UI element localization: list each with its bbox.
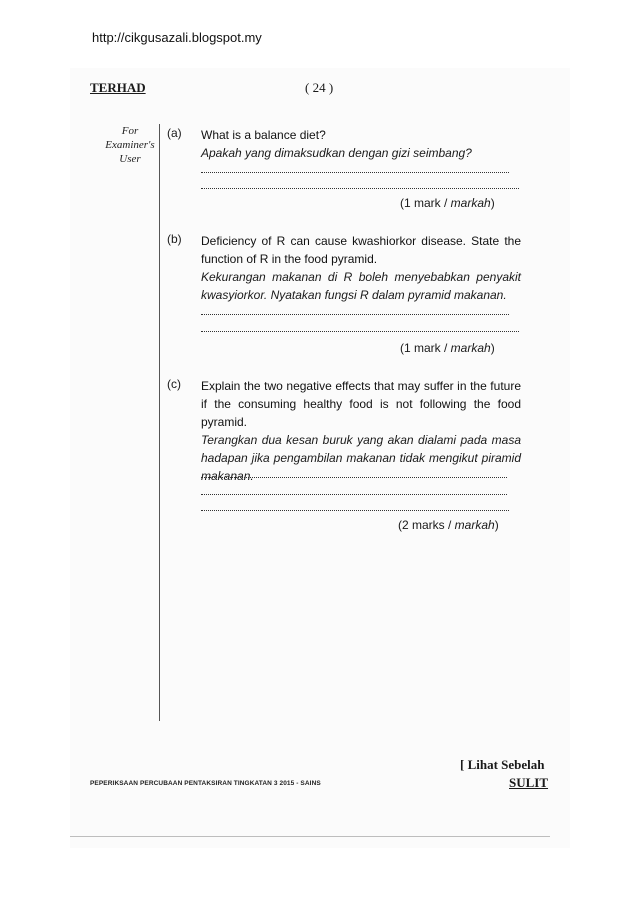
- examiner-use-label: [100, 124, 160, 166]
- answer-line-a2[interactable]: [201, 188, 519, 189]
- answer-line-c1[interactable]: [201, 477, 507, 478]
- question-c-english: Explain the two negative effects that may suffer in the future if the consuming healthy food is not following the food pyramid.: [201, 379, 521, 429]
- question-a-letter: (a): [167, 126, 182, 140]
- question-b-marks: (1 mark / markah): [400, 341, 495, 355]
- next-page-note: [ Lihat Sebelah: [460, 757, 545, 772]
- question-c-marks: (2 marks / markah): [398, 518, 499, 532]
- margin-divider: [159, 124, 160, 721]
- question-c-letter: (c): [167, 377, 181, 391]
- question-b: [201, 232, 521, 304]
- source-url: http://cikgusazali.blogspot.my: [92, 30, 262, 45]
- question-c: [201, 377, 521, 485]
- page-bottom-rule: [70, 836, 550, 837]
- answer-line-b1[interactable]: [201, 314, 509, 315]
- answer-line-b2[interactable]: [201, 331, 519, 332]
- examiner-label-line2: Examiner's: [105, 139, 155, 151]
- exam-footer: PEPERIKSAAN PERCUBAAN PENTAKSIRAN TINGKATAN 3 2015 - SAINS: [90, 780, 321, 787]
- examiner-label-line3: User: [119, 153, 141, 165]
- examiner-label-line1: For: [121, 125, 139, 137]
- question-a: [201, 126, 521, 162]
- answer-line-c3[interactable]: [201, 510, 509, 511]
- question-b-malay: Kekurangan makanan di R boleh menyebabkan penyakit kwasyiorkor. Nyatakan fungsi R dalam pyramid makanan.: [201, 270, 521, 302]
- page-number: ( 24 ): [305, 80, 334, 95]
- answer-line-c2[interactable]: [201, 494, 507, 495]
- question-a-malay: Apakah yang dimaksudkan dengan gizi seimbang?: [201, 146, 472, 160]
- question-b-english: Deficiency of R can cause kwashiorkor disease. State the function of R in the food pyramid.: [201, 234, 521, 266]
- classification-label: TERHAD: [90, 80, 146, 95]
- question-a-english: What is a balance diet?: [201, 128, 326, 142]
- question-c-malay: Terangkan dua kesan buruk yang akan dialami pada masa hadapan jika pengambilan makanan tidak mengikut piramid makanan.: [201, 433, 521, 483]
- question-b-letter: (b): [167, 232, 182, 246]
- question-a-marks: (1 mark / markah): [400, 196, 495, 210]
- confidential-label: SULIT: [509, 775, 549, 790]
- answer-line-a1[interactable]: [201, 172, 509, 173]
